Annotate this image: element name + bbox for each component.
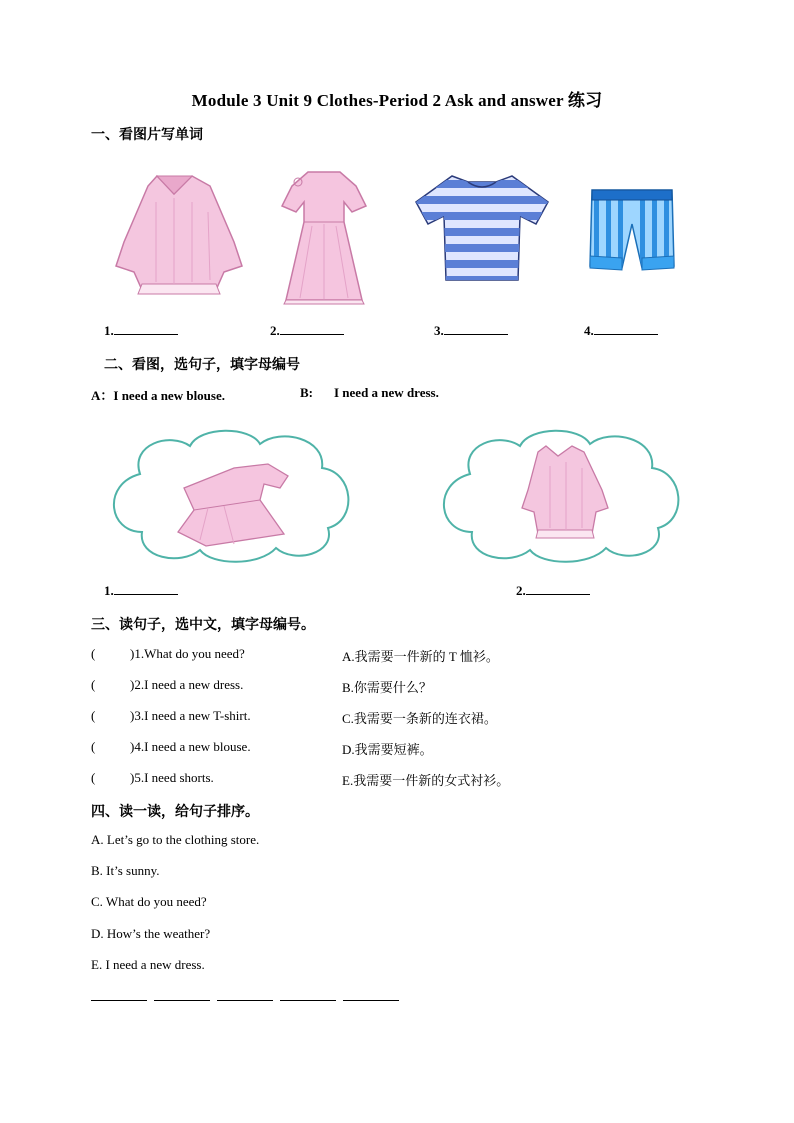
dress-picture — [278, 168, 370, 306]
question-text: )1.What do you need? — [130, 646, 245, 661]
blouse-picture — [112, 172, 247, 300]
question-paren[interactable]: ( — [91, 677, 96, 692]
cloud-blouse-picture — [430, 424, 686, 564]
question-paren[interactable]: ( — [91, 708, 96, 723]
question-answer: A.我需要一件新的 T 恤衫。 — [342, 649, 499, 664]
answer-blank-4[interactable]: 4. — [584, 322, 658, 339]
order-blank-1[interactable] — [91, 1000, 147, 1001]
section-4-heading: 四、读一读，给句子排序。 — [91, 805, 259, 820]
order-blank-4[interactable] — [280, 1000, 336, 1001]
question-text: )2.I need a new dress. — [130, 677, 244, 692]
question-answer: B.你需要什么？ — [342, 680, 432, 695]
question-paren[interactable]: ( — [91, 739, 96, 754]
option-b-letter: B: — [300, 385, 313, 400]
question-paren[interactable]: ( — [91, 770, 96, 785]
section-2-heading: 二、看图，选句子，填字母编号 — [104, 358, 300, 373]
answer-blank-3[interactable]: 3. — [434, 322, 508, 339]
sentence-item: C. What do you need? — [91, 894, 207, 909]
option-b-text: I need a new dress. — [334, 385, 439, 400]
question-answer: C.我需要一条新的连衣裙。 — [342, 711, 497, 726]
order-blank-3[interactable] — [217, 1000, 273, 1001]
answer-blank-2[interactable]: 2. — [270, 322, 344, 339]
answer-blank-s2-1[interactable]: 1. — [104, 582, 178, 599]
answer-blank-s2-2[interactable]: 2. — [516, 582, 590, 599]
question-paren[interactable]: ( — [91, 646, 96, 661]
order-blank-2[interactable] — [154, 1000, 210, 1001]
question-text: )5.I need shorts. — [130, 770, 214, 785]
sentence-item: A. Let’s go to the clothing store. — [91, 832, 260, 847]
sentence-item: E. I need a new dress. — [91, 957, 205, 972]
page-title: Module 3 Unit 9 Clothes-Period 2 Ask and answer 练习 — [191, 91, 603, 110]
question-answer: D.我需要短裤。 — [342, 742, 433, 757]
question-text: )4.I need a new blouse. — [130, 739, 251, 754]
option-a: A：I need a new blouse. — [91, 388, 225, 403]
section-3-heading: 三、读句子，选中文，填字母编号。 — [91, 618, 315, 633]
sentence-item: B. It’s sunny. — [91, 863, 160, 878]
shorts-picture — [586, 186, 678, 278]
question-text: )3.I need a new T-shirt. — [130, 708, 251, 723]
t-shirt-picture — [412, 172, 552, 284]
cloud-dress-picture — [100, 424, 356, 564]
question-answer: E.我需要一件新的女式衬衫。 — [342, 773, 510, 788]
answer-blank-1[interactable]: 1. — [104, 322, 178, 339]
order-blank-5[interactable] — [343, 1000, 399, 1001]
section-1-heading: 一、看图片写单词 — [91, 128, 203, 143]
sentence-item: D. How’s the weather? — [91, 926, 211, 941]
